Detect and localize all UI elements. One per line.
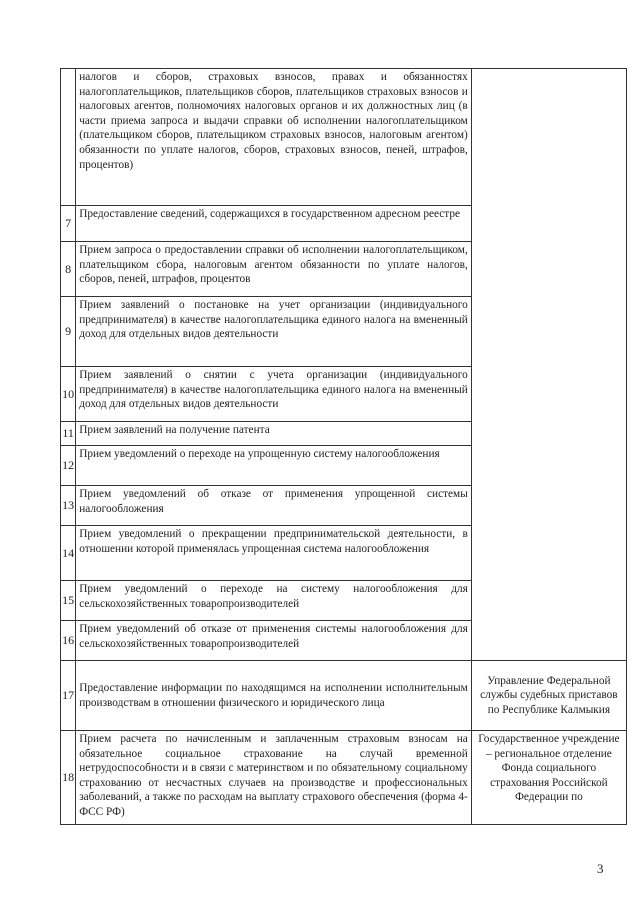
service-description: Предоставление сведений, содержащихся в государственном адресном реестре — [76, 206, 472, 242]
organization — [471, 69, 626, 661]
row-number: 15 — [61, 581, 76, 621]
row-number: 18 — [61, 731, 76, 825]
table-row — [61, 731, 627, 825]
table-row — [61, 661, 627, 731]
page-number: 3 — [597, 861, 604, 876]
row-number: 16 — [61, 621, 76, 661]
service-description: Предоставление информации по находящимся на исполнении исполнительным производствам в отношении физического и юридического лица — [76, 661, 472, 731]
row-number: 10 — [61, 367, 76, 422]
row-number: 7 — [61, 206, 76, 242]
organization: Управление Федеральной службы судебных приставов по Республике Калмыкия — [471, 661, 626, 731]
row-number: 12 — [61, 446, 76, 486]
row-number — [61, 69, 76, 206]
row-number: 17 — [61, 661, 76, 731]
row-number: 9 — [61, 297, 76, 367]
service-description: Прием уведомлений о переходе на упрощенную систему налогообложения — [76, 446, 472, 486]
service-description: Прием расчета по начисленным и заплаченным страховым взносам на обязательное социальное страхование на случай временной нетрудоспособности и в связи с материнством и по обязательному социальному страхованию от несчастных случаев на производстве и профессиональных заболеваний, а также по расходам на выплату страхового обеспечения (форма 4-ФСС РФ) — [76, 731, 472, 825]
row-number: 13 — [61, 486, 76, 526]
service-description: Прием уведомлений об отказе от применения упрощенной системы налогообложения — [76, 486, 472, 526]
row-number: 8 — [61, 242, 76, 297]
service-description: Прием уведомлений о переходе на систему налогообложения для сельскохозяйственных товаропроизводителей — [76, 581, 472, 621]
services-table — [60, 68, 627, 825]
row-number: 11 — [61, 422, 76, 446]
service-description: Прием уведомлений об отказе от применения системы налогообложения для сельскохозяйственных товаропроизводителей — [76, 621, 472, 661]
service-description: Прием заявлений на получение патента — [76, 422, 472, 446]
service-description: Прием уведомлений о прекращении предпринимательской деятельности, в отношении которой применялась упрощенная система налогообложения — [76, 526, 472, 581]
row-number: 14 — [61, 526, 76, 581]
service-description: налогов и сборов, страховых взносов, правах и обязанностях налогоплательщиков, плательщиков сборов, плательщиков страховых взносов и налоговых агентов, полномочиях налоговых органов и их должностных лиц (в части приема запроса и выдачи справки об исполнении налогоплательщиком (плательщиком сборов, плательщиком страховых взносов, налоговым агентом) обязанности по уплате налогов, сборов, страховых взносов, пеней, штрафов, процентов) — [76, 69, 472, 206]
table-row — [61, 69, 627, 206]
service-description: Прием заявлений о снятии с учета организации (индивидуального предпринимателя) в качестве налогоплательщика единого налога на вмененный доход для отдельных видов деятельности — [76, 367, 472, 422]
organization: Государственное учреждение – региональное отделение Фонда социального страхования Российской Федерации по — [471, 731, 626, 825]
service-description: Прием запроса о предоставлении справки об исполнении налогоплательщиком, плательщиком сбора, налоговым агентом обязанности по уплате налогов, сборов, пеней, штрафов, процентов — [76, 242, 472, 297]
service-description: Прием заявлений о постановке на учет организации (индивидуального предпринимателя) в качестве налогоплательщика единого налога на вмененный доход для отдельных видов деятельности — [76, 297, 472, 367]
